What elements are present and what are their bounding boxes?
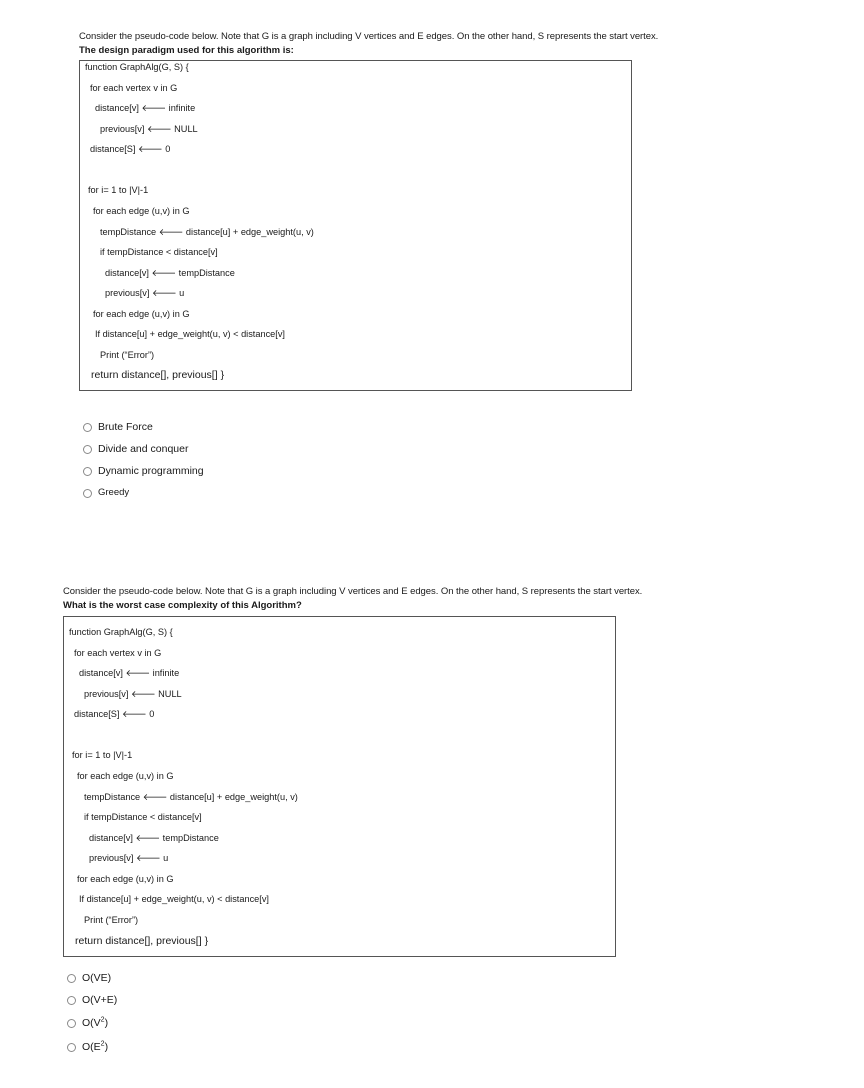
option-label-text: O(V+E) [82,994,118,1006]
code-line: for each vertex v in G [90,83,178,93]
option-label [82,1040,108,1054]
code-line: distance[S] 🡐 0 [90,144,171,154]
option-label [82,993,117,1007]
code-line: for each edge (u,v) in G [77,874,174,884]
question-1-prompt: The design paradigm used for this algorithm is: [79,45,294,56]
code-line: previous[v] 🡐 u [105,288,185,298]
question-2-code-box [63,616,616,957]
option-label [82,971,111,985]
option-o-e-squared[interactable] [67,1040,108,1054]
code-line: distance[v] 🡐 tempDistance [105,268,235,278]
option-o-v-plus-e[interactable] [67,993,117,1007]
code-line: for each edge (u,v) in G [93,309,190,319]
code-line: for each vertex v in G [74,648,162,658]
radio-button[interactable] [67,974,76,983]
code-line: If distance[u] + edge_weight(u, v) < distance[v] [79,894,269,904]
code-line: distance[v] 🡐 infinite [79,668,180,678]
option-greedy[interactable] [83,486,129,500]
option-o-ve[interactable] [67,971,111,985]
option-label-close: ) [104,1041,109,1053]
option-label: Divide and conquer [98,443,189,455]
radio-button[interactable] [83,489,92,498]
code-line: return distance[], previous[] } [91,369,225,381]
question-1-intro: Consider the pseudo-code below. Note that G is a graph including V vertices and E edges. On the other hand, S represents the start vertex. [79,31,659,42]
code-line: tempDistance 🡐 distance[u] + edge_weight(u, v) [84,792,298,802]
question-1-code-box [79,60,632,391]
code-line: distance[v] 🡐 tempDistance [89,833,219,843]
option-dynamic-programming[interactable] [83,464,204,478]
question-2-prompt: What is the worst case complexity of this Algorithm? [63,600,302,611]
option-exponent: 2 [100,1016,105,1024]
code-line: function GraphAlg(G, S) { [69,627,173,637]
option-label-text: O(V [82,1017,101,1029]
radio-button[interactable] [83,423,92,432]
code-line: distance[S] 🡐 0 [74,709,155,719]
radio-button[interactable] [67,1043,76,1052]
radio-button[interactable] [67,1019,76,1028]
code-line: if tempDistance < distance[v] [100,247,218,257]
code-line: if tempDistance < distance[v] [84,812,202,822]
code-line: previous[v] 🡐 NULL [84,689,182,699]
code-line: distance[v] 🡐 infinite [95,103,196,113]
code-line: Print (“Error”) [84,915,139,925]
option-label: Dynamic programming [98,465,204,477]
option-divide-and-conquer[interactable] [83,442,188,456]
code-line: for i= 1 to |V|-1 [72,750,133,760]
code-line: for each edge (u,v) in G [93,206,190,216]
code-line: tempDistance 🡐 distance[u] + edge_weight(u, v) [100,227,314,237]
radio-button[interactable] [67,996,76,1005]
code-line: If distance[u] + edge_weight(u, v) < distance[v] [95,329,285,339]
code-line: for each edge (u,v) in G [77,771,174,781]
option-label-text: O(VE) [82,972,112,984]
option-label [82,1016,108,1030]
option-label-text: O(E [82,1041,101,1053]
option-brute-force[interactable] [83,420,153,434]
question-2-intro: Consider the pseudo-code below. Note that G is a graph including V vertices and E edges. On the other hand, S represents the start vertex. [63,586,643,597]
option-label-close: ) [104,1017,109,1029]
option-label: Greedy [98,487,130,498]
code-line: return distance[], previous[] } [75,935,209,947]
code-line: function GraphAlg(G, S) { [85,62,189,72]
option-o-v-squared[interactable] [67,1016,108,1030]
code-line: Print (“Error”) [100,350,155,360]
radio-button[interactable] [83,467,92,476]
radio-button[interactable] [83,445,92,454]
question-2 [0,580,864,1088]
option-label: Brute Force [98,421,153,433]
code-line: previous[v] 🡐 u [89,853,169,863]
option-exponent: 2 [100,1040,105,1048]
code-line: previous[v] 🡐 NULL [100,124,198,134]
code-line: for i= 1 to |V|-1 [88,185,149,195]
question-1 [0,0,864,520]
